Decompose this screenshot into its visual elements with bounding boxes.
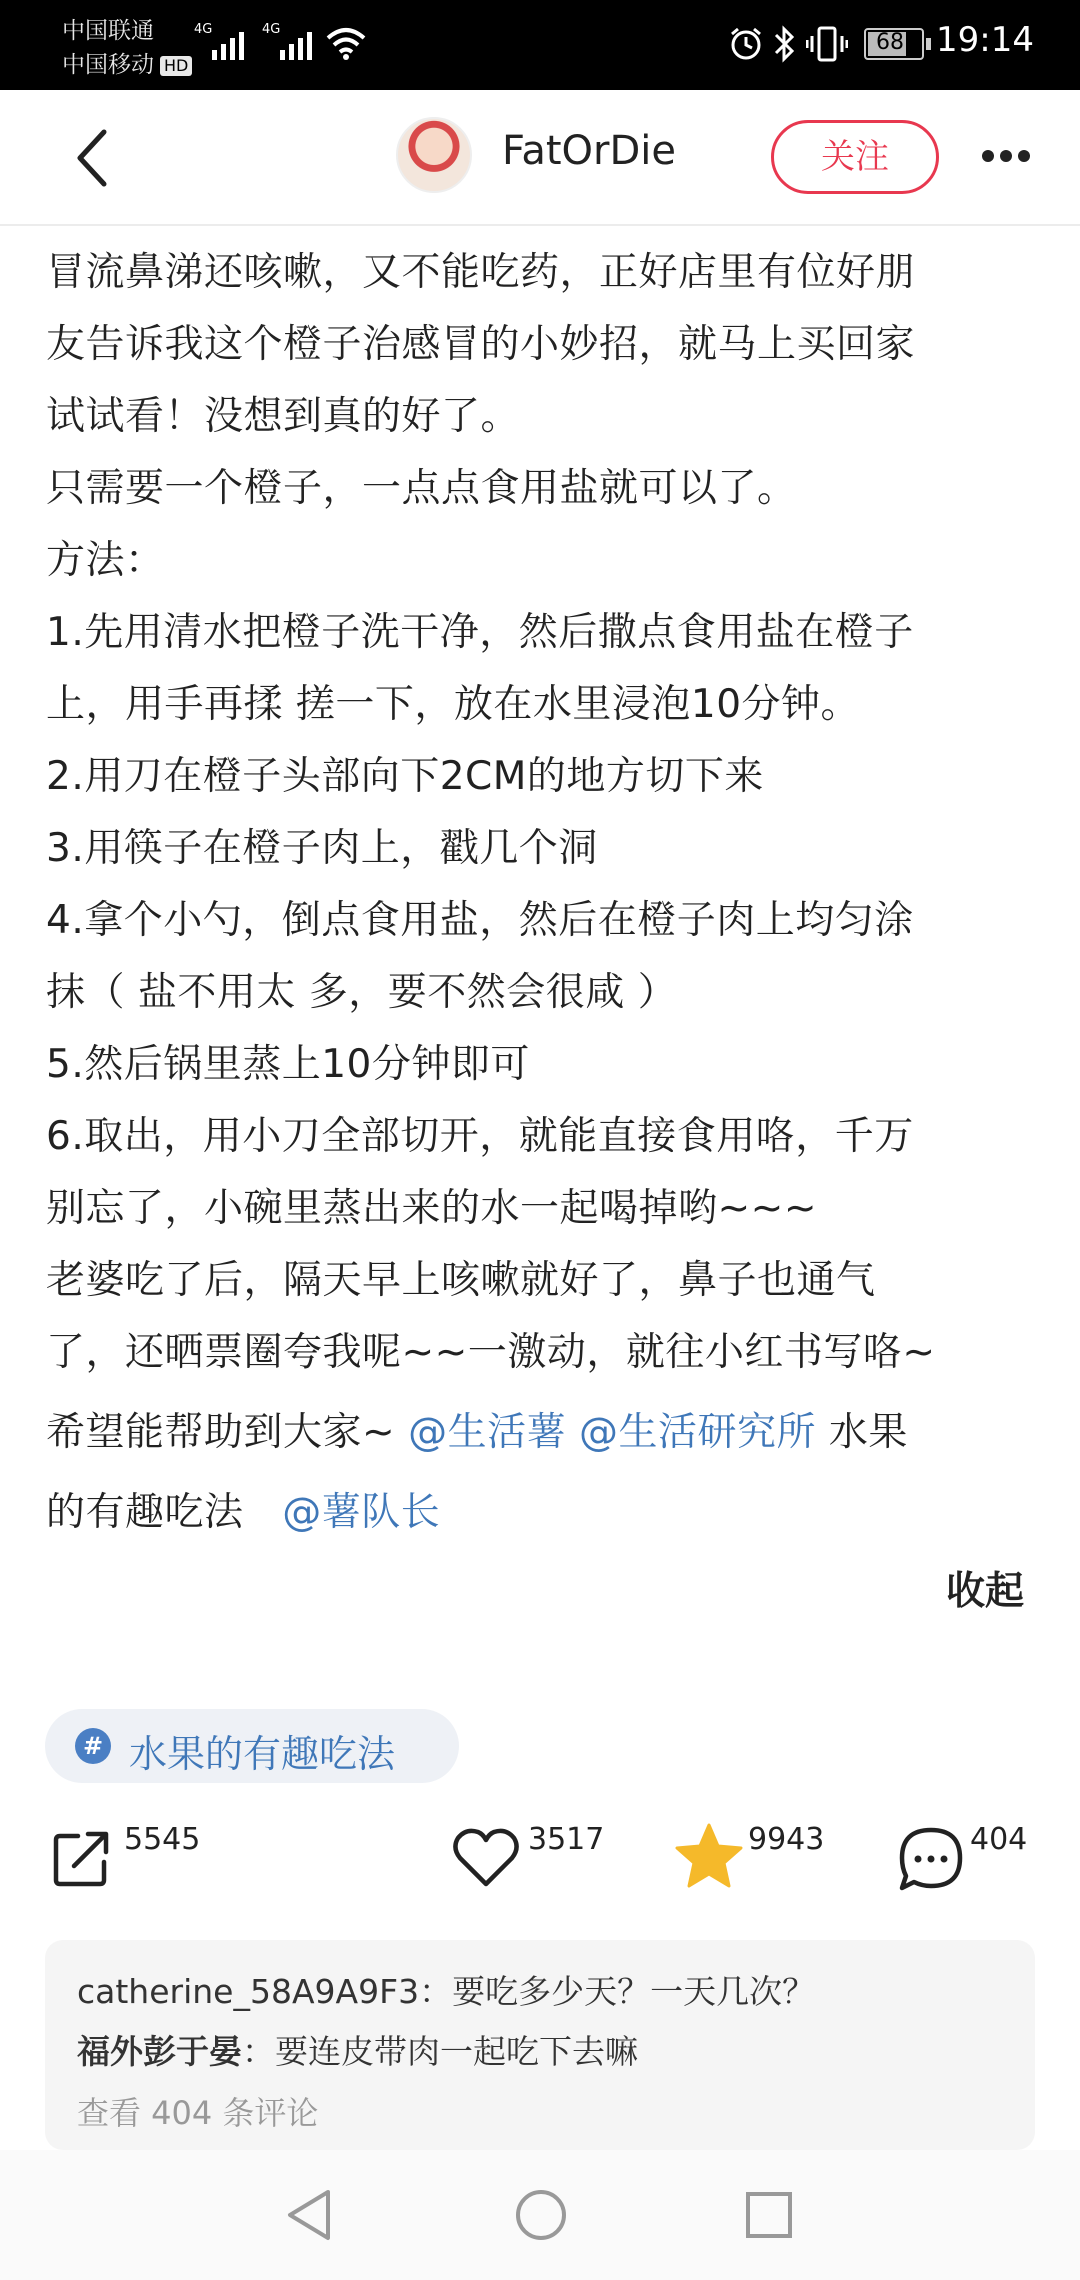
share-button[interactable]	[50, 1826, 130, 1896]
post-line: 2.用刀在橙子头部向下2CM的地方切下来	[46, 754, 764, 799]
network-1-label: 4G	[194, 22, 213, 37]
alarm-icon	[728, 26, 764, 62]
nav-back-icon[interactable]	[284, 2188, 334, 2242]
post-line: 只需要一个橙子，一点点食用盐就可以了。	[46, 466, 797, 511]
carrier-2	[62, 46, 192, 79]
battery-level: 68	[876, 30, 904, 55]
carrier-1: 中国联通	[62, 18, 154, 44]
status-bar	[0, 0, 1080, 90]
like-button[interactable]	[452, 1826, 532, 1896]
share-icon	[50, 1826, 114, 1890]
collect-count: 9943	[748, 1822, 825, 1857]
nav-recents-icon[interactable]	[744, 2190, 794, 2240]
clock: 19:14	[936, 20, 1034, 60]
heart-icon	[452, 1826, 520, 1888]
signal-1-icon	[194, 22, 250, 60]
post-line: 1.先用清水把橙子洗干净，然后撒点食用盐在橙子	[46, 610, 914, 655]
comment-button[interactable]	[898, 1826, 978, 1896]
post-line: 4.拿个小勺，倒点食用盐，然后在橙子肉上均匀涂	[46, 898, 914, 943]
collect-button[interactable]	[674, 1822, 754, 1896]
battery-icon	[864, 28, 924, 60]
follow-button[interactable]: 关注	[771, 120, 939, 194]
comment-item	[77, 2026, 638, 2073]
comment-author[interactable]: 福外彭于晏	[77, 2032, 242, 2071]
mention-link[interactable]: @薯队长	[282, 1490, 441, 1535]
post-text: 的有趣吃法	[46, 1490, 257, 1535]
comment-text: 要吃多少天？一天几次？	[452, 1972, 816, 2011]
comment-separator: ：	[419, 1972, 453, 2011]
signal-2-icon	[262, 22, 318, 60]
post-line	[46, 1488, 440, 1538]
topic-label: 水果的有趣吃法	[129, 1732, 396, 1776]
post-header	[0, 90, 1080, 226]
post-line	[46, 1408, 908, 1458]
post-line: 3.用筷子在橙子肉上，戳几个洞	[46, 826, 598, 871]
post-line: 6.取出，用小刀全部切开，就能直接食用咯，千万	[46, 1114, 914, 1159]
comment-icon	[898, 1826, 964, 1892]
comment-author[interactable]: catherine_58A9A9F3	[77, 1972, 420, 2011]
share-count: 5545	[124, 1822, 201, 1857]
more-icon[interactable]	[980, 146, 1032, 166]
like-count: 3517	[528, 1822, 605, 1857]
post-line: 老婆吃了后，隔天早上咳嗽就好了，鼻子也通气	[46, 1258, 876, 1303]
avatar[interactable]	[396, 117, 472, 193]
mention-link[interactable]: @生活薯	[408, 1410, 567, 1455]
back-arrow-icon[interactable]	[72, 128, 112, 188]
vibrate-icon	[806, 24, 848, 64]
post-line: 抹（ 盐不用太 多，要不然会很咸 ）	[46, 970, 678, 1015]
hd-badge: HD	[160, 56, 192, 76]
star-icon	[674, 1822, 744, 1890]
topic-tag[interactable]	[45, 1709, 459, 1783]
bluetooth-icon	[770, 24, 798, 64]
post-line: 方法：	[46, 538, 165, 583]
carrier-2-name: 中国移动	[62, 52, 154, 78]
comment-count: 404	[970, 1822, 1028, 1857]
wifi-icon	[326, 26, 366, 62]
post-line: 5.然后锅里蒸上10分钟即可	[46, 1042, 530, 1087]
system-nav-bar	[0, 2150, 1080, 2280]
comment-preview[interactable]	[45, 1940, 1035, 2150]
comment-item	[77, 1966, 815, 2013]
post-text: 水果	[816, 1410, 908, 1455]
username[interactable]: FatOrDie	[502, 128, 676, 174]
post-text: 希望能帮助到大家~	[46, 1410, 409, 1455]
nav-home-icon[interactable]	[514, 2188, 568, 2242]
network-2-label: 4G	[262, 22, 281, 37]
view-all-comments-link[interactable]: 查看 404 条评论	[77, 2094, 319, 2132]
hashtag-icon: #	[75, 1728, 111, 1764]
collapse-button[interactable]: 收起	[946, 1569, 1025, 1614]
mention-link[interactable]: @生活研究所	[579, 1410, 817, 1455]
comment-text: 要连皮带肉一起吃下去嘛	[275, 2032, 638, 2071]
post-line: 了，还晒票圈夸我呢~~一激动，就往小红书写咯~	[46, 1330, 936, 1375]
post-line: 别忘了，小碗里蒸出来的水一起喝掉哟~~~	[46, 1186, 818, 1231]
post-line: 冒流鼻涕还咳嗽，又不能吃药，正好店里有位好朋	[46, 250, 916, 295]
post-line: 友告诉我这个橙子治感冒的小妙招，就马上买回家	[46, 322, 916, 367]
comment-separator: ：	[242, 2032, 275, 2071]
post-line: 试试看！没想到真的好了。	[46, 394, 521, 439]
post-line: 上，用手再揉 搓一下，放在水里浸泡10分钟。	[46, 682, 861, 727]
